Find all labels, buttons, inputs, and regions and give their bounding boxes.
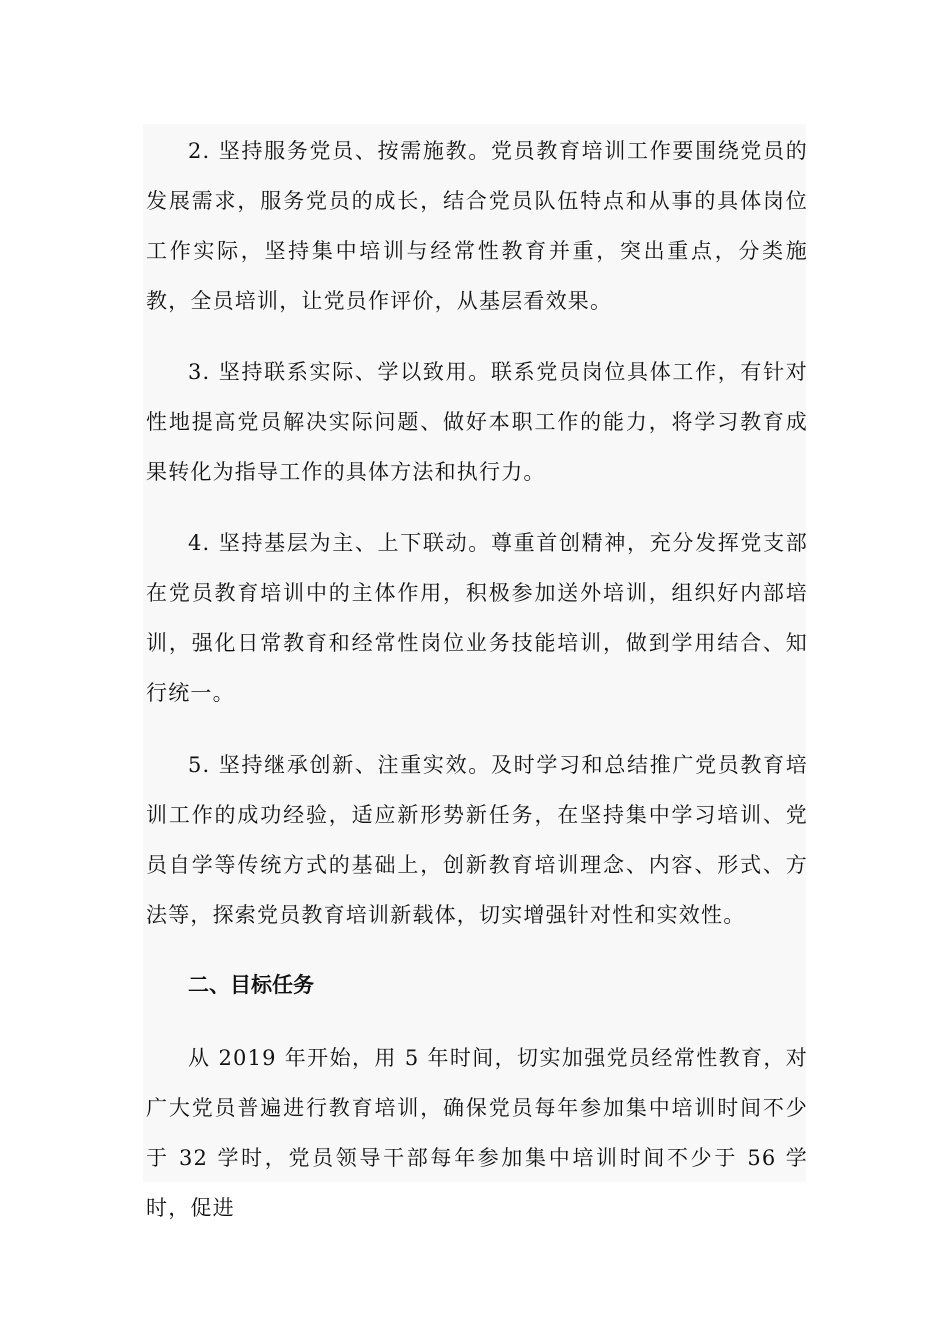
section-heading-goals: 二、目标任务 — [188, 973, 314, 997]
paragraph-principle-3: 3. 坚持联系实际、学以致用。联系党员岗位具体工作，有针对性地提高党员解决实际问题、做好本职工作的能力，将学习教育成果转化为指导工作的具体方法和执行力。 — [146, 360, 808, 484]
paragraph-principle-5: 5. 坚持继承创新、注重实效。及时学习和总结推广党员教育培训工作的成功经验，适应新形势新任务，在坚持集中学习培训、党员自学等传统方式的基础上，创新教育培训理念、内容、形式、方法等，探索党员教育培训新载体，切实增强针对性和实效性。 — [146, 753, 808, 927]
paragraph-goals: 从 2019 年开始，用 5 年时间，切实加强党员经常性教育，对广大党员普遍进行教育培训，确保党员每年参加集中培训时间不少于 32 学时，党员领导干部每年参加集中培训时间不少于 56 学时，促进 — [146, 1046, 808, 1220]
paragraph-principle-4: 4. 坚持基层为主、上下联动。尊重首创精神，充分发挥党支部在党员教育培训中的主体作用，积极参加送外培训，组织好内部培训，强化日常教育和经常性岗位业务技能培训，做到学用结合、知行统一。 — [146, 531, 808, 705]
paragraph-principle-2: 2. 坚持服务党员、按需施教。党员教育培训工作要围绕党员的发展需求，服务党员的成长，结合党员队伍特点和从事的具体岗位工作实际，坚持集中培训与经常性教育并重，突出重点，分类施教，全员培训，让党员作评价，从基层看效果。 — [146, 139, 808, 313]
